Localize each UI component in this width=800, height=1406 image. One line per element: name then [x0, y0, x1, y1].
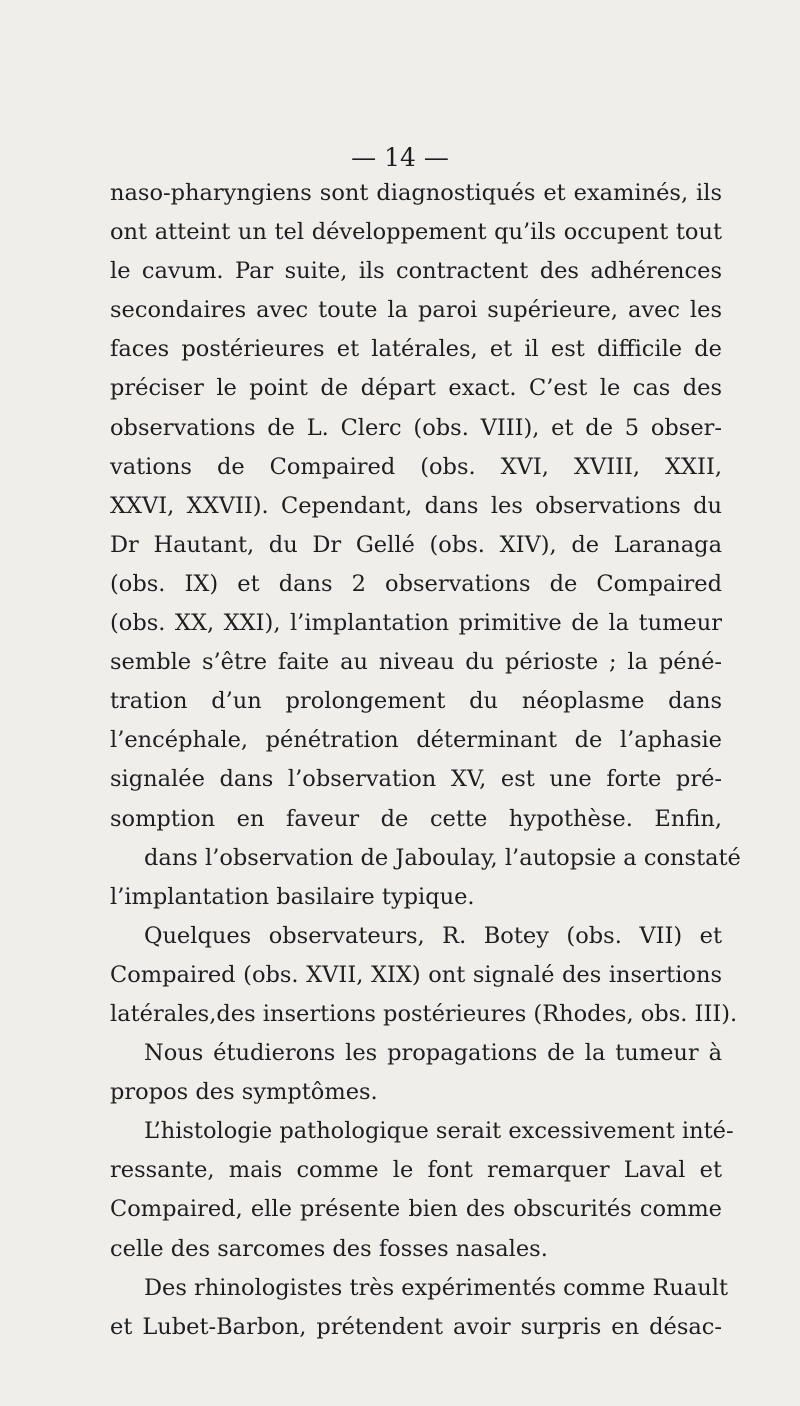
text-line: semble s’être faite au niveau du périoste ; la péné-	[110, 649, 722, 676]
text-line: observations de L. Clerc (obs. VIII), et de 5 obser-	[110, 414, 722, 441]
paragraph-start: Quelques observateurs, R. Botey (obs. VII) et	[144, 922, 722, 949]
text-line: et Lubet-Barbon, prétendent avoir surpris en désac-	[110, 1313, 722, 1340]
text-line: propos des symptômes.	[110, 1079, 378, 1106]
text-line: (obs. XX, XXI), l’implantation primitive de la tumeur	[110, 610, 722, 637]
text-line: ont atteint un tel développement qu’ils occupent tout	[110, 219, 722, 246]
text-line: l’implantation basilaire typique.	[110, 883, 475, 910]
text-line: Compaired (obs. XVII, XIX) ont signalé des insertions	[110, 961, 722, 988]
paragraph-start: Des rhinologistes très expérimentés comme Ruault	[144, 1274, 729, 1301]
text-line: Compaired, elle présente bien des obscurités comme	[110, 1196, 722, 1223]
text-line: l’encéphale, pénétration déterminant de l’aphasie	[110, 727, 722, 754]
paragraph-start: Nous étudierons les propagations de la tumeur à	[144, 1040, 722, 1067]
text-line: préciser le point de départ exact. C’est le cas des	[110, 375, 722, 402]
text-line: XXVI, XXVII). Cependant, dans les observations du	[110, 492, 722, 519]
text-line: vations de Compaired (obs. XVI, XVIII, XXII,	[110, 453, 722, 480]
page-number: — 14 —	[351, 143, 449, 172]
text-line: tration d’un prolongement du néoplasme dans	[110, 688, 722, 715]
text-line: celle des sarcomes des fosses nasales.	[110, 1235, 548, 1262]
text-line: naso-pharyngiens sont diagnostiqués et examinés, ils	[110, 180, 722, 206]
text-line: signalée dans l’observation XV, est une forte pré-	[110, 766, 722, 793]
text-line: (obs. IX) et dans 2 observations de Compaired	[110, 570, 722, 597]
body-text	[110, 174, 741, 1347]
paragraph-start: L’histologie pathologique serait excessivement inté-	[144, 1118, 734, 1145]
text-line: latérales,des insertions postérieures (Rhodes, obs. III).	[110, 1000, 738, 1027]
text-line: Dr Hautant, du Dr Gellé (obs. XIV), de Laranaga	[110, 531, 722, 558]
text-line: somption en faveur de cette hypothèse. Enfin,	[110, 805, 722, 832]
text-line: faces postérieures et latérales, et il est difficile de	[110, 336, 722, 363]
text-line: dans l’observation de Jaboulay, l’autopsie a constaté	[144, 844, 741, 871]
text-line: le cavum. Par suite, ils contractent des adhérences	[110, 258, 722, 285]
text-line: secondaires avec toute la paroi supérieure, avec les	[110, 297, 722, 324]
text-line: ressante, mais comme le font remarquer Laval et	[110, 1157, 722, 1184]
